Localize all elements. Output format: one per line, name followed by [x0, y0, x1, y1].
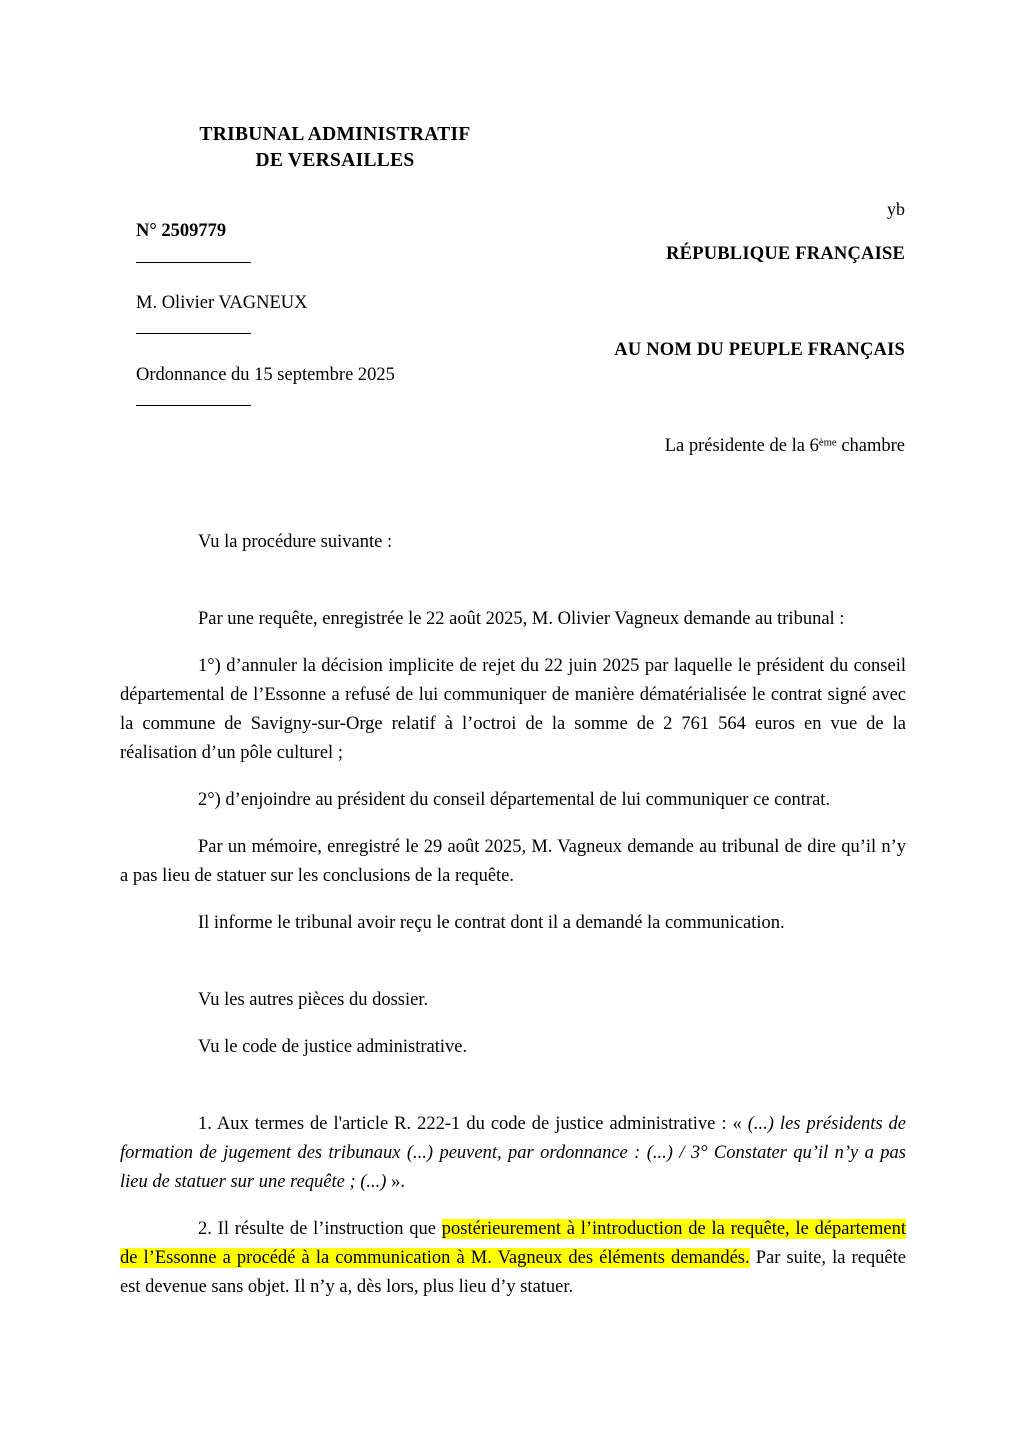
spacer [120, 557, 906, 605]
spacer [120, 891, 906, 909]
paragraph-vu-code: Vu le code de justice administrative. [198, 1037, 468, 1057]
paragraph-claim-2: 2°) d’enjoindre au président du conseil départemental de lui communiquer ce contrat. [198, 790, 831, 810]
in-name-of-people-heading: AU NOM DU PEUPLE FRANÇAIS [614, 340, 905, 360]
spacer [120, 938, 906, 986]
court-heading [120, 122, 550, 174]
paragraph-request: Par une requête, enregistrée le 22 août 2025, M. Olivier Vagneux demande au tribunal : [198, 609, 845, 629]
presiding-suffix: chambre [836, 436, 905, 456]
spacer [120, 1062, 906, 1110]
spacer [120, 634, 906, 652]
reference-marker: yb [887, 199, 905, 219]
spacer [120, 815, 906, 833]
spacer [120, 1197, 906, 1215]
separator-rule-2 [136, 333, 251, 334]
paragraph-claim-1: 1°) d’annuler la décision implicite de rejet du 22 juin 2025 par laquelle le président du conseil départemental de l’Essonne a refusé de lui communiquer de manière dématérialisée le contrat signé avec la commune de Savigny-sur-Orge relatif à l’octroi de la somme de 2 761 564 euros en vue de la réalisation d’un pôle culturel ; [120, 656, 906, 763]
presiding-judge-line [500, 434, 905, 458]
conclusion-tail: Par suite, la requête est devenue sans objet. Il n’y a, dès lors, plus lieu d’y statuer. [120, 1248, 906, 1297]
court-heading-line-1: TRIBUNAL ADMINISTRATIF [199, 124, 471, 145]
paragraph-article-citation [120, 1110, 906, 1197]
case-number: N° 2509779 [136, 221, 227, 241]
paragraph-procedure-intro: Vu la procédure suivante : [198, 532, 393, 552]
document-body [120, 528, 906, 1302]
presiding-ordinal-suffix: ème [818, 436, 837, 449]
separator-rule-1 [136, 262, 251, 263]
spacer [120, 1015, 906, 1033]
presiding-prefix: La présidente de la 6 [664, 436, 819, 456]
article-citation-quote: (...) les présidents de formation de jugement des tribunaux (...) peuvent, par ordonnance : (...) / 3° Constater qu’il n’y a pas lieu de statuer sur une requête ; (...) [120, 1114, 906, 1192]
paragraph-informs: Il informe le tribunal avoir reçu le contrat dont il a demandé la communication. [198, 913, 785, 933]
conclusion-highlighted-text: postérieurement à l’introduction de la requête, le département de l’Essonne a procédé à la communication à M. Vagneux des éléments demandés. [120, 1219, 907, 1268]
paragraph-vu-pieces: Vu les autres pièces du dossier. [198, 990, 429, 1010]
conclusion-lead: 2. Il résulte de l’instruction que [198, 1219, 442, 1239]
spacer [120, 768, 906, 786]
article-citation-lead: 1. Aux termes de l'article R. 222-1 du code de justice administrative : « [198, 1114, 748, 1134]
paragraph-conclusion [120, 1215, 906, 1302]
paragraph-memoire: Par un mémoire, enregistré le 29 août 2025, M. Vagneux demande au tribunal de dire qu’il n’y a pas lieu de statuer sur les conclusions de la requête. [120, 837, 906, 886]
party-name: M. Olivier VAGNEUX [136, 293, 308, 313]
separator-rule-3 [136, 405, 251, 406]
republic-heading: RÉPUBLIQUE FRANÇAISE [666, 244, 905, 264]
court-heading-line-2: DE VERSAILLES [255, 150, 415, 171]
order-date-line: Ordonnance du 15 septembre 2025 [136, 365, 395, 385]
article-citation-tail: ». [386, 1172, 405, 1192]
